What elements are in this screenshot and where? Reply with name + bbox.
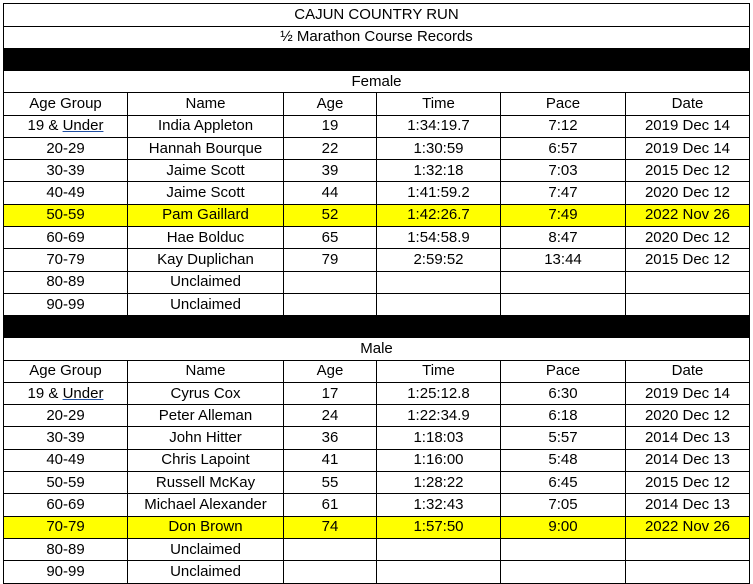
cell-age[interactable]: 24 <box>284 405 377 427</box>
cell-date[interactable]: 2020 Dec 12 <box>626 182 750 204</box>
cell-pace[interactable]: 7:49 <box>501 204 626 226</box>
table-row <box>4 271 750 293</box>
cell-time[interactable]: 2:59:52 <box>377 249 501 271</box>
cell-age[interactable]: 61 <box>284 494 377 516</box>
cell-date[interactable]: 2015 Dec 12 <box>626 160 750 182</box>
cell-age[interactable] <box>284 293 377 315</box>
cell-time[interactable]: 1:34:19.7 <box>377 115 501 137</box>
cell-name[interactable]: Unclaimed <box>128 561 284 583</box>
table-row <box>4 182 750 204</box>
cell-age[interactable]: 44 <box>284 182 377 204</box>
cell-time[interactable]: 1:57:50 <box>377 516 501 538</box>
cell-time[interactable]: 1:16:00 <box>377 449 501 471</box>
cell-date[interactable] <box>626 293 750 315</box>
section-label-row <box>4 71 750 93</box>
cell-name[interactable]: Unclaimed <box>128 538 284 560</box>
column-header-age[interactable]: Age <box>284 93 377 115</box>
cell-age-group[interactable]: 90-99 <box>4 293 128 315</box>
cell-age[interactable]: 74 <box>284 516 377 538</box>
cell-time[interactable] <box>377 538 501 560</box>
cell-age-group[interactable]: 30-39 <box>4 427 128 449</box>
cell-age-group[interactable]: 40-49 <box>4 182 128 204</box>
cell-pace[interactable]: 6:57 <box>501 137 626 159</box>
cell-age-group[interactable]: 70-79 <box>4 516 128 538</box>
cell-name[interactable]: Pam Gaillard <box>128 204 284 226</box>
cell-date[interactable]: 2020 Dec 12 <box>626 405 750 427</box>
divider-cell <box>4 49 750 71</box>
cell-pace[interactable]: 6:30 <box>501 382 626 404</box>
cell-date[interactable]: 2019 Dec 14 <box>626 382 750 404</box>
cell-name[interactable]: Chris Lapoint <box>128 449 284 471</box>
table-row <box>4 160 750 182</box>
cell-time[interactable]: 1:42:26.7 <box>377 204 501 226</box>
sheet-subtitle[interactable]: ½ Marathon Course Records <box>4 26 750 49</box>
cell-pace[interactable]: 5:57 <box>501 427 626 449</box>
cell-date[interactable]: 2019 Dec 14 <box>626 115 750 137</box>
cell-pace[interactable] <box>501 293 626 315</box>
cell-time[interactable]: 1:32:43 <box>377 494 501 516</box>
cell-time[interactable] <box>377 271 501 293</box>
course-records-sheet <box>3 3 749 584</box>
cell-name[interactable]: Jaime Scott <box>128 182 284 204</box>
section-divider <box>4 49 750 71</box>
cell-age-group[interactable]: 20-29 <box>4 405 128 427</box>
section-label[interactable]: Female <box>4 71 750 93</box>
table-row <box>4 227 750 249</box>
cell-age[interactable]: 79 <box>284 249 377 271</box>
table-row <box>4 472 750 494</box>
cell-pace[interactable] <box>501 271 626 293</box>
cell-age-group[interactable]: 70-79 <box>4 249 128 271</box>
cell-time[interactable]: 1:32:18 <box>377 160 501 182</box>
cell-pace[interactable]: 8:47 <box>501 227 626 249</box>
column-header-pace[interactable]: Pace <box>501 93 626 115</box>
cell-date[interactable]: 2022 Nov 26 <box>626 516 750 538</box>
cell-pace[interactable]: 5:48 <box>501 449 626 471</box>
divider-cell <box>4 316 750 338</box>
cell-name[interactable]: Russell McKay <box>128 472 284 494</box>
table-row <box>4 204 750 226</box>
records-table <box>3 3 750 584</box>
subtitle-row <box>4 26 750 49</box>
cell-age-group[interactable]: 20-29 <box>4 137 128 159</box>
cell-pace[interactable]: 7:47 <box>501 182 626 204</box>
cell-time[interactable]: 1:25:12.8 <box>377 382 501 404</box>
table-row <box>4 382 750 404</box>
cell-time[interactable]: 1:30:59 <box>377 137 501 159</box>
cell-time[interactable]: 1:41:59.2 <box>377 182 501 204</box>
header-row <box>4 93 750 115</box>
cell-age-group[interactable]: 50-59 <box>4 472 128 494</box>
cell-age-group[interactable]: 60-69 <box>4 494 128 516</box>
cell-age[interactable] <box>284 271 377 293</box>
table-row <box>4 115 750 137</box>
cell-pace[interactable]: 7:03 <box>501 160 626 182</box>
column-header-age-group[interactable]: Age Group <box>4 93 128 115</box>
cell-date[interactable] <box>626 538 750 560</box>
cell-name[interactable]: Peter Alleman <box>128 405 284 427</box>
table-row <box>4 494 750 516</box>
column-header-pace[interactable]: Pace <box>501 360 626 382</box>
cell-time[interactable]: 1:54:58.9 <box>377 227 501 249</box>
cell-name[interactable]: Jaime Scott <box>128 160 284 182</box>
cell-age-group[interactable]: 90-99 <box>4 561 128 583</box>
cell-date[interactable]: 2014 Dec 13 <box>626 494 750 516</box>
cell-pace[interactable]: 7:12 <box>501 115 626 137</box>
cell-date[interactable]: 2020 Dec 12 <box>626 227 750 249</box>
cell-age[interactable]: 41 <box>284 449 377 471</box>
cell-age[interactable]: 19 <box>284 115 377 137</box>
table-row <box>4 137 750 159</box>
table-row <box>4 449 750 471</box>
cell-age[interactable]: 65 <box>284 227 377 249</box>
cell-name[interactable]: Kay Duplichan <box>128 249 284 271</box>
cell-pace[interactable] <box>501 561 626 583</box>
cell-age-group[interactable]: 30-39 <box>4 160 128 182</box>
table-row <box>4 405 750 427</box>
table-row <box>4 516 750 538</box>
cell-name[interactable]: John Hitter <box>128 427 284 449</box>
cell-date[interactable]: 2014 Dec 13 <box>626 449 750 471</box>
column-header-name[interactable]: Name <box>128 360 284 382</box>
cell-name[interactable]: Unclaimed <box>128 293 284 315</box>
cell-date[interactable] <box>626 561 750 583</box>
cell-age[interactable]: 52 <box>284 204 377 226</box>
cell-age[interactable]: 36 <box>284 427 377 449</box>
cell-age[interactable] <box>284 538 377 560</box>
section-label-row <box>4 338 750 360</box>
sheet-title[interactable]: CAJUN COUNTRY RUN <box>4 4 750 27</box>
cell-age-group[interactable]: 40-49 <box>4 449 128 471</box>
cell-date[interactable]: 2019 Dec 14 <box>626 137 750 159</box>
cell-time[interactable]: 1:28:22 <box>377 472 501 494</box>
column-header-name[interactable]: Name <box>128 93 284 115</box>
table-row <box>4 293 750 315</box>
cell-date[interactable]: 2015 Dec 12 <box>626 472 750 494</box>
cell-age-group[interactable]: 80-89 <box>4 538 128 560</box>
cell-pace[interactable]: 6:45 <box>501 472 626 494</box>
cell-time[interactable]: 1:18:03 <box>377 427 501 449</box>
cell-name[interactable]: Hannah Bourque <box>128 137 284 159</box>
cell-pace[interactable]: 9:00 <box>501 516 626 538</box>
column-header-age[interactable]: Age <box>284 360 377 382</box>
cell-age-group[interactable]: 19 & Under <box>4 382 128 404</box>
section-label[interactable]: Male <box>4 338 750 360</box>
cell-age[interactable] <box>284 561 377 583</box>
cell-age[interactable]: 22 <box>284 137 377 159</box>
cell-date[interactable]: 2014 Dec 13 <box>626 427 750 449</box>
cell-name[interactable]: Cyrus Cox <box>128 382 284 404</box>
cell-age-group[interactable]: 60-69 <box>4 227 128 249</box>
cell-name[interactable]: Hae Bolduc <box>128 227 284 249</box>
cell-time[interactable]: 1:22:34.9 <box>377 405 501 427</box>
cell-pace[interactable]: 7:05 <box>501 494 626 516</box>
cell-age[interactable]: 39 <box>284 160 377 182</box>
cell-date[interactable]: 2022 Nov 26 <box>626 204 750 226</box>
cell-name[interactable]: Unclaimed <box>128 271 284 293</box>
table-row <box>4 538 750 560</box>
column-header-date[interactable]: Date <box>626 360 750 382</box>
cell-age-group[interactable]: 50-59 <box>4 204 128 226</box>
title-row <box>4 4 750 27</box>
column-header-date[interactable]: Date <box>626 93 750 115</box>
cell-age-group[interactable]: 80-89 <box>4 271 128 293</box>
cell-time[interactable] <box>377 293 501 315</box>
header-row <box>4 360 750 382</box>
table-row <box>4 561 750 583</box>
cell-age[interactable]: 17 <box>284 382 377 404</box>
cell-name[interactable]: Don Brown <box>128 516 284 538</box>
cell-age[interactable]: 55 <box>284 472 377 494</box>
section-divider <box>4 316 750 338</box>
table-row <box>4 427 750 449</box>
cell-name[interactable]: India Appleton <box>128 115 284 137</box>
cell-name[interactable]: Michael Alexander <box>128 494 284 516</box>
records-table-body <box>4 4 750 584</box>
cell-age-group[interactable]: 19 & Under <box>4 115 128 137</box>
column-header-time[interactable]: Time <box>377 360 501 382</box>
cell-time[interactable] <box>377 561 501 583</box>
cell-date[interactable]: 2015 Dec 12 <box>626 249 750 271</box>
cell-date[interactable] <box>626 271 750 293</box>
cell-pace[interactable]: 13:44 <box>501 249 626 271</box>
cell-pace[interactable] <box>501 538 626 560</box>
cell-pace[interactable]: 6:18 <box>501 405 626 427</box>
column-header-age-group[interactable]: Age Group <box>4 360 128 382</box>
column-header-time[interactable]: Time <box>377 93 501 115</box>
table-row <box>4 249 750 271</box>
